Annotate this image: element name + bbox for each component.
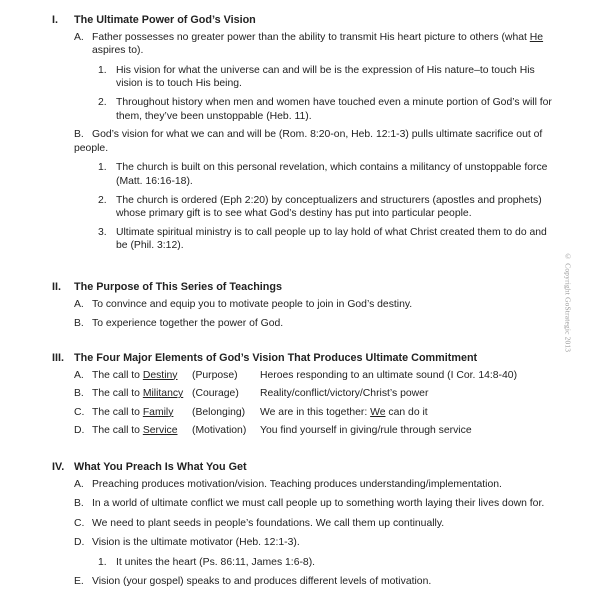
underlined-word: Destiny xyxy=(142,369,178,381)
section-number: I. xyxy=(52,14,58,26)
outline-item xyxy=(74,575,560,589)
section-title: The Purpose of This Series of Teachings xyxy=(74,281,282,293)
underlined-word: We xyxy=(370,406,386,418)
outline-item-b xyxy=(74,128,560,155)
text-part: The call to xyxy=(92,369,143,381)
item-label: A. xyxy=(74,31,84,43)
section-title: What You Preach Is What You Get xyxy=(74,461,247,473)
text-part: You find yourself in giving/rule through service xyxy=(260,425,472,437)
element-category: (Motivation) xyxy=(192,425,247,437)
item-text: The church is ordered (Eph 2:20) by conceptualizers and structurers (apostles and prophets) whose primary gift is to see what God’s destiny has put into particular people. xyxy=(116,194,542,220)
item-label: D. xyxy=(74,537,85,549)
section-number: IV. xyxy=(52,461,65,473)
section-2-heading xyxy=(52,281,560,295)
underlined-word: He xyxy=(529,31,544,43)
item-text: His vision for what the universe can and will be is the expression of His nature–to touch His vision is to touch His being. xyxy=(116,64,535,90)
element-category: (Purpose) xyxy=(192,369,238,381)
text-part: The call to xyxy=(92,425,143,437)
text-part: Heroes responding to an ultimate sound (I Cor. 14:8-40) xyxy=(260,369,518,381)
element-description xyxy=(260,424,560,438)
underlined-word: Family xyxy=(142,406,174,418)
item-text: Vision (your gospel) speaks to and produces different levels of motivation. xyxy=(92,575,432,587)
item-text: It unites the heart (Ps. 86:11, James 1:6-8). xyxy=(116,556,316,568)
element-description xyxy=(260,369,560,383)
element-category: (Belonging) xyxy=(192,406,246,418)
item-label: 2. xyxy=(98,194,107,206)
section-title: The Four Major Elements of God’s Vision That Produces Ultimate Commitment xyxy=(74,352,478,364)
section-3 xyxy=(52,352,560,443)
section-2 xyxy=(52,281,560,337)
section-1-heading xyxy=(52,14,560,28)
underlined-word: Service xyxy=(142,425,178,437)
call-label xyxy=(92,406,192,420)
outline-subitem xyxy=(98,194,560,221)
item-text: To convince and equip you to motivate people to join in God’s destiny. xyxy=(92,298,413,310)
outline-item xyxy=(74,536,560,550)
item-label: B. xyxy=(74,388,84,400)
text-part: Father possesses no greater power than the ability to transmit His heart picture to others (what xyxy=(92,31,530,43)
item-label: B. xyxy=(74,498,84,510)
section-3-heading xyxy=(52,352,560,366)
element-row xyxy=(74,424,560,438)
outline-subitem xyxy=(98,96,560,123)
text-part: aspires to). xyxy=(92,45,144,57)
element-row xyxy=(74,406,560,420)
element-description xyxy=(260,387,560,401)
element-category: (Courage) xyxy=(192,388,239,400)
item-label: 1. xyxy=(98,556,107,568)
outline-item xyxy=(74,497,560,511)
item-label: C. xyxy=(74,406,85,418)
element-row xyxy=(74,387,560,401)
item-label: 3. xyxy=(98,226,107,238)
call-label xyxy=(92,387,192,401)
item-label: 1. xyxy=(98,162,107,174)
item-text: Vision is the ultimate motivator (Heb. 12:1-3). xyxy=(92,537,300,549)
item-label: 2. xyxy=(98,96,107,108)
outline-subitem xyxy=(98,226,560,253)
call-label xyxy=(92,424,192,438)
outline-subitem xyxy=(98,64,560,91)
item-text: Throughout history when men and women have touched even a minute portion of God’s will for them, they’ve been unstoppable (Heb. 11). xyxy=(116,96,552,122)
text-part: The call to xyxy=(92,406,143,418)
item-label: E. xyxy=(74,575,84,587)
item-text: Preaching produces motivation/vision. Teaching produces understanding/implementation. xyxy=(92,478,502,490)
outline-item xyxy=(74,478,560,492)
call-label xyxy=(92,369,192,383)
section-number: II. xyxy=(52,281,61,293)
section-number: III. xyxy=(52,352,64,364)
outline-item xyxy=(74,517,560,531)
section-4-heading xyxy=(52,461,560,475)
copyright-notice: © Copyright GoStrategic 2013 xyxy=(563,252,573,353)
section-title: The Ultimate Power of God’s Vision xyxy=(74,14,256,26)
outline-item xyxy=(74,317,560,331)
item-label: B. xyxy=(74,129,84,141)
outline-item xyxy=(74,298,560,312)
item-text xyxy=(92,31,560,58)
section-4 xyxy=(52,461,560,594)
item-label: 1. xyxy=(98,64,107,76)
item-text: God’s vision for what we can and will be (Rom. 8:20-on, Heb. 12:1-3) pulls ultimate sacrifice out of people. xyxy=(74,129,543,154)
item-label: A. xyxy=(74,478,84,490)
item-label: A. xyxy=(74,369,84,381)
text-part: can do it xyxy=(385,406,428,418)
text-part: Reality/conflict/victory/Christ’s power xyxy=(260,388,429,400)
item-text: We need to plant seeds in people’s foundations. We call them up continually. xyxy=(92,517,445,529)
underlined-word: Militancy xyxy=(142,388,184,400)
outline-subitem xyxy=(98,556,560,570)
text-part: The call to xyxy=(92,388,143,400)
item-text: Ultimate spiritual ministry is to call people up to lay hold of what Christ created them to do and be (Phil. 3:12). xyxy=(116,226,547,252)
outline-item-a xyxy=(74,31,560,58)
item-text: In a world of ultimate conflict we must call people up to something worth laying their lives down for. xyxy=(92,498,545,510)
item-text: The church is built on this personal revelation, which contains a militancy of unstoppable force (Matt. 16:16-18). xyxy=(116,162,548,187)
section-1 xyxy=(52,14,560,258)
item-label: B. xyxy=(74,318,84,330)
item-label: A. xyxy=(74,298,84,310)
item-label: D. xyxy=(74,425,85,437)
element-description xyxy=(260,406,560,420)
text-part: We are in this together: xyxy=(260,406,371,418)
item-label: C. xyxy=(74,517,85,529)
element-row xyxy=(74,369,560,383)
item-text: To experience together the power of God. xyxy=(92,318,284,330)
outline-subitem xyxy=(98,161,560,188)
